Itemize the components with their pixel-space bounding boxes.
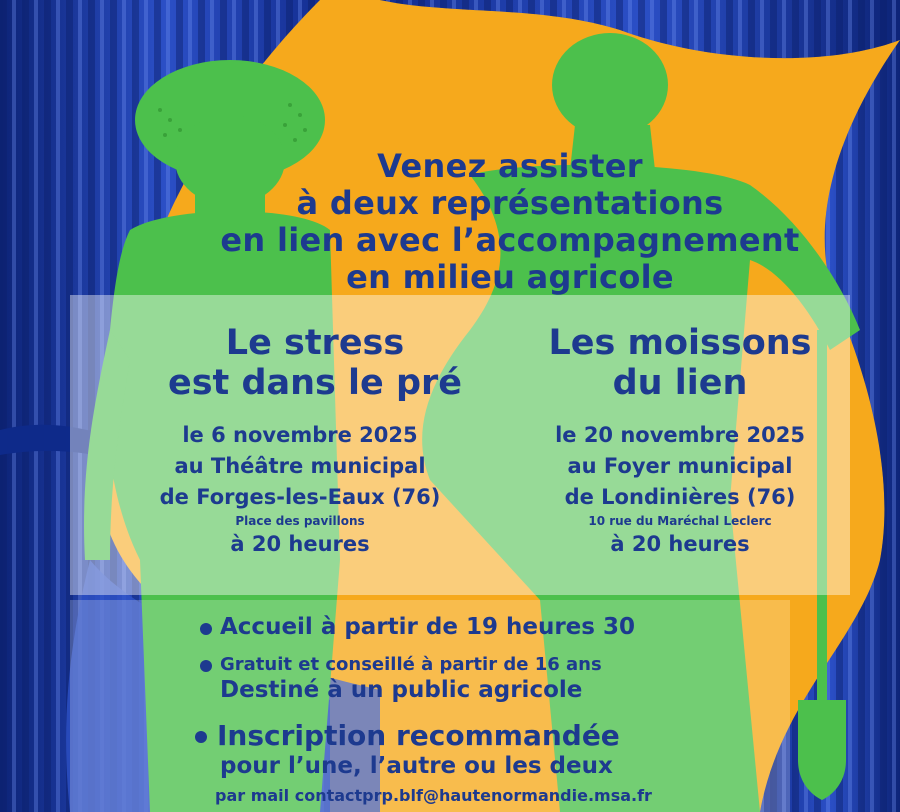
show-title-left — [140, 323, 490, 403]
info-registration-sub: pour l’une, l’autre ou les deux — [220, 753, 613, 779]
show-details-right — [505, 420, 855, 560]
headline-line: en lien avec l’accompagnement — [220, 221, 800, 259]
show-title-line: Les moissons — [548, 323, 812, 363]
info-welcome — [200, 614, 635, 640]
show-title-line: du lien — [612, 363, 748, 403]
headline — [150, 148, 870, 296]
bullet-icon — [200, 660, 212, 672]
show-town: de Londinières (76) — [564, 485, 796, 509]
show-address: 10 rue du Maréchal Leclerc — [588, 514, 772, 528]
show-time: à 20 heures — [610, 532, 750, 556]
info-free-text: Gratuit et conseillé à partir de 16 ans — [220, 654, 602, 675]
show-date: le 20 novembre 2025 — [555, 423, 805, 447]
headline-line: en milieu agricole — [346, 258, 674, 296]
show-venue: au Foyer municipal — [567, 454, 793, 478]
info-welcome-text: Accueil à partir de 19 heures 30 — [220, 614, 635, 640]
show-title-line: Le stress — [225, 323, 405, 363]
show-address: Place des pavillons — [235, 514, 365, 528]
show-title-right — [505, 323, 855, 403]
bullet-icon — [200, 623, 212, 635]
info-free — [200, 654, 602, 675]
show-date: le 6 novembre 2025 — [182, 423, 418, 447]
contact-email-link[interactable]: par mail contactprp.blf@hautenormandie.msa.fr — [215, 786, 652, 805]
show-town: de Forges-les-Eaux (76) — [159, 485, 441, 509]
show-venue: au Théâtre municipal — [174, 454, 426, 478]
show-title-line: est dans le pré — [167, 363, 463, 403]
headline-line: à deux représentations — [296, 184, 724, 222]
info-audience: Destiné à un public agricole — [220, 677, 583, 703]
info-registration-text: Inscription recommandée — [217, 719, 620, 752]
info-registration — [195, 719, 620, 752]
bullet-icon — [195, 731, 207, 743]
show-time: à 20 heures — [230, 532, 370, 556]
show-details-left — [120, 420, 480, 560]
headline-line: Venez assister — [377, 147, 643, 185]
